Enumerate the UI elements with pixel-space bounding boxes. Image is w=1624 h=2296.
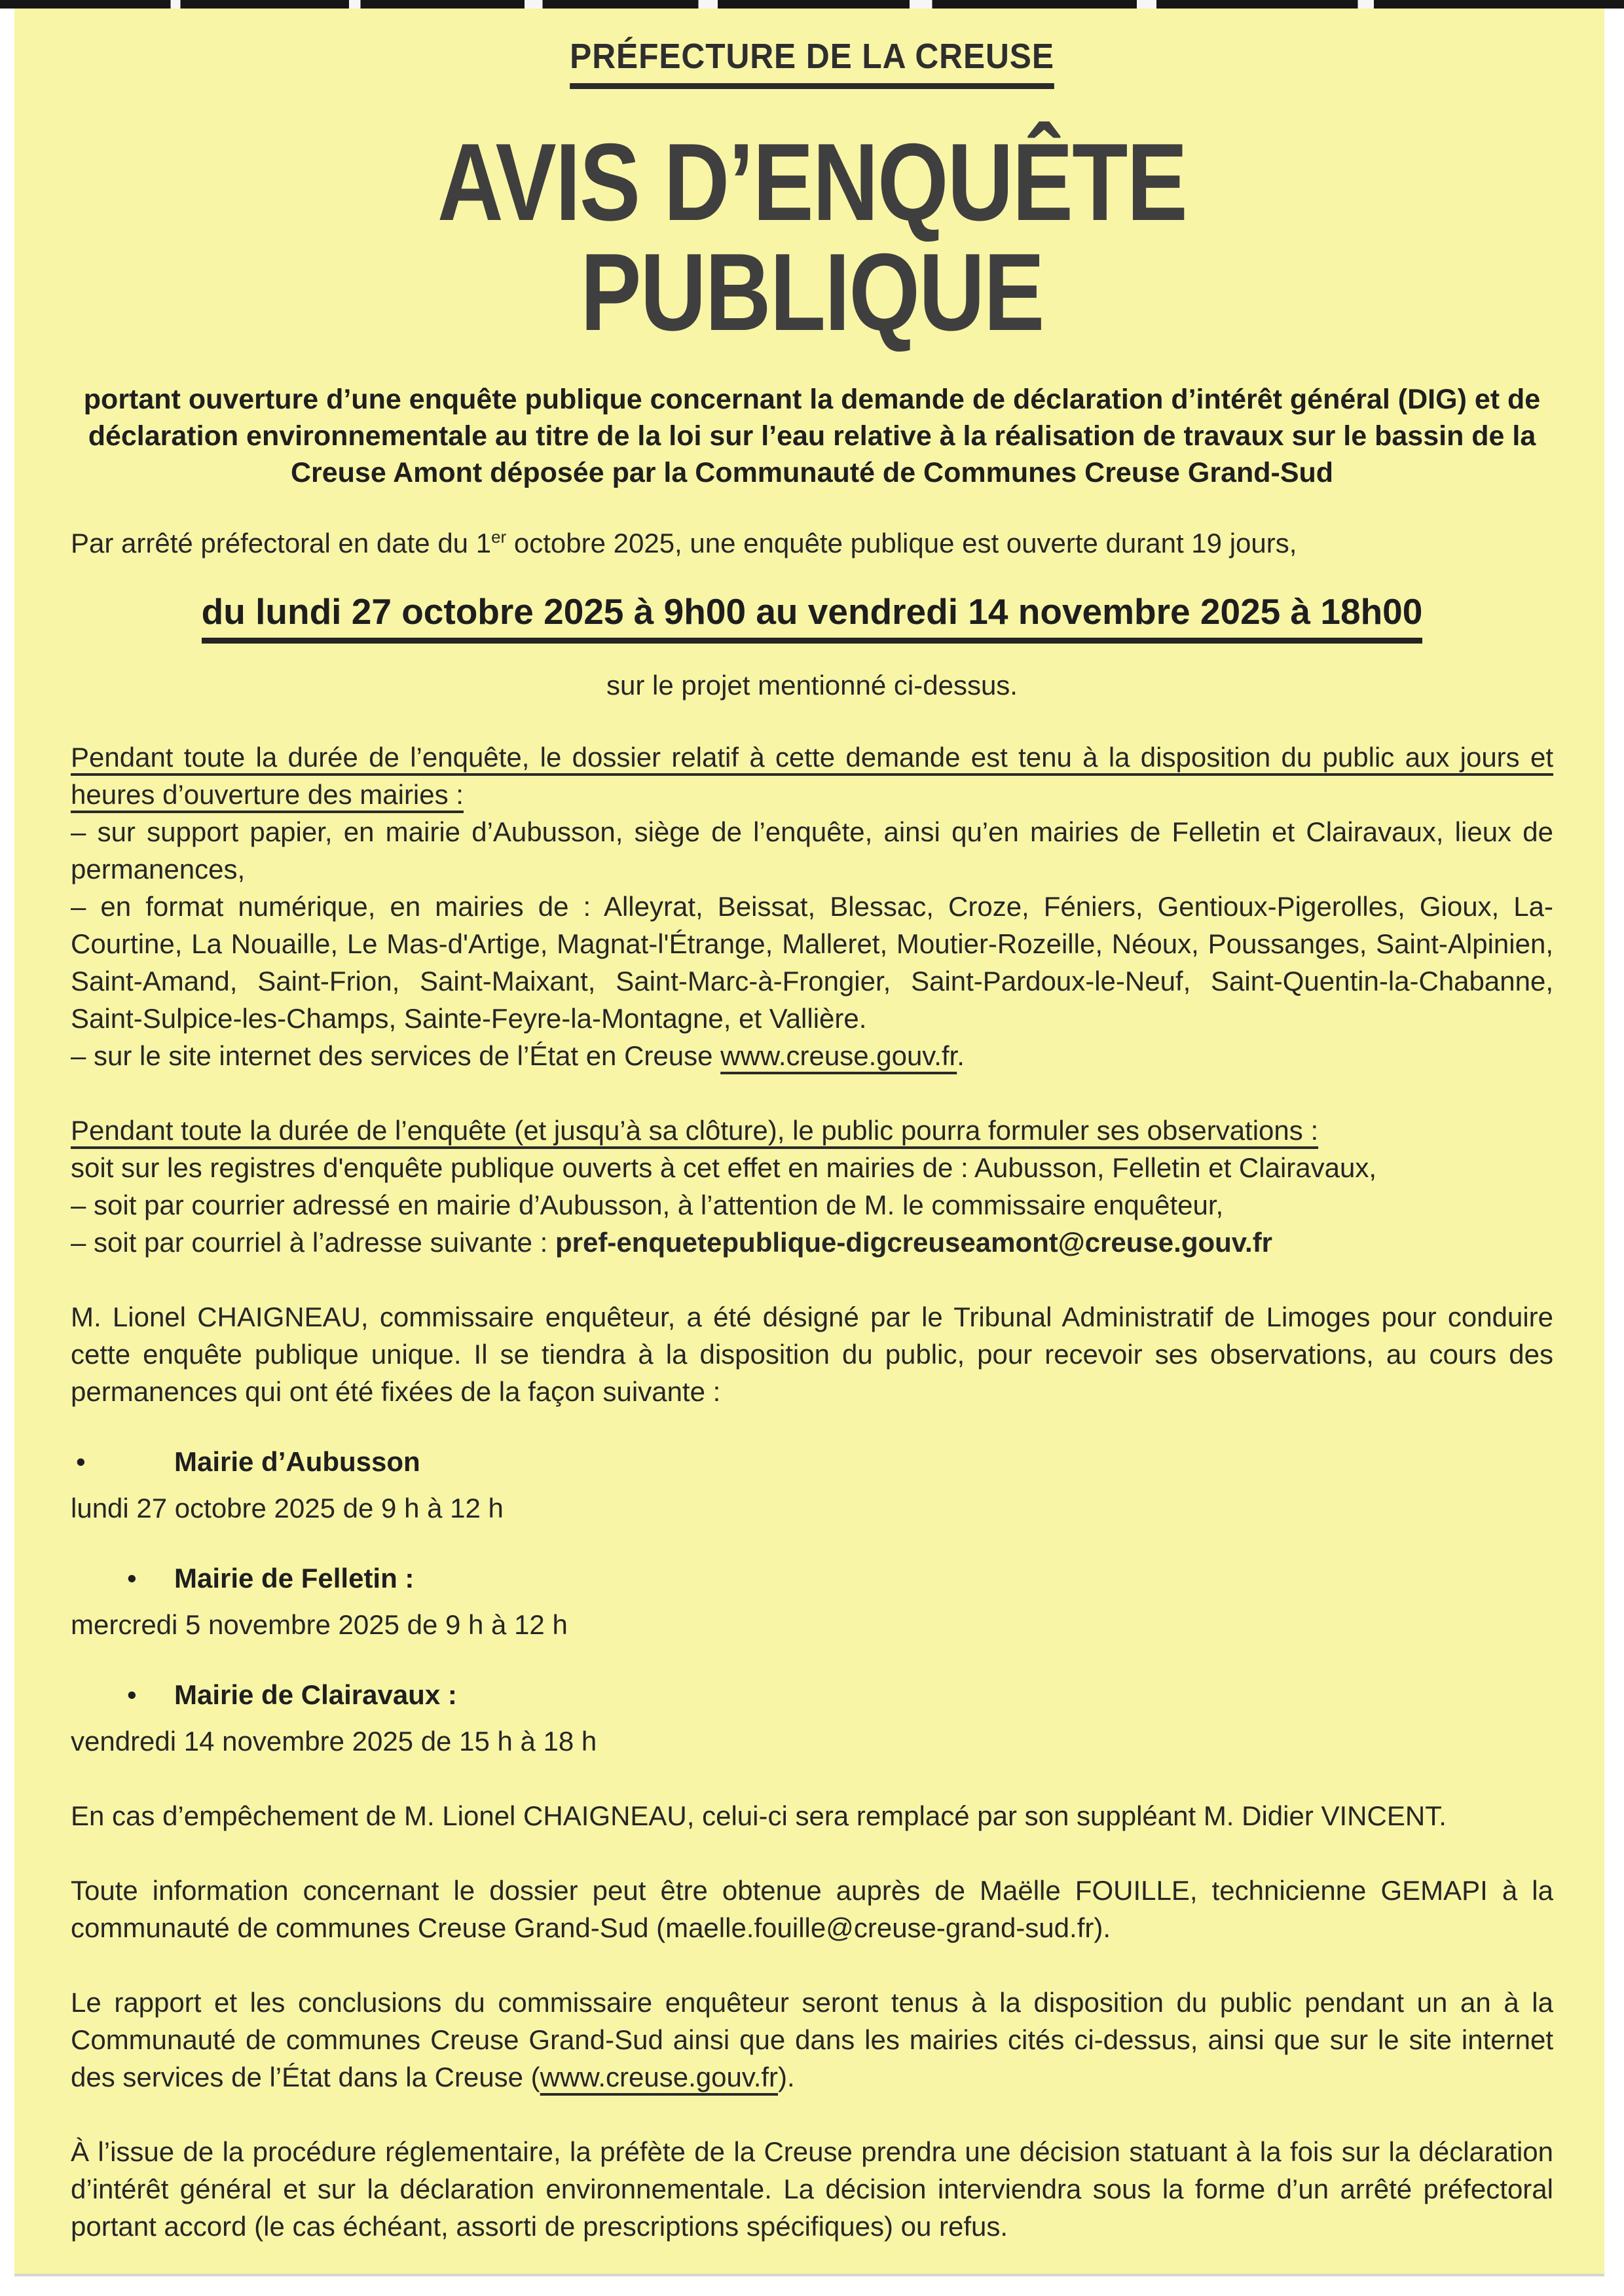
decision-paragraph: À l’issue de la procédure réglementaire, la préfète de la Creuse prendra une décision statuant à la fois sur la déclaration d’intérêt général et sur la déclaration environnementale. La décision interviendra sous la forme d’un arrêté préfectoral portant accord (le cas échéant, assorti de prescriptions spécifiques) ou refus. [71, 2136, 1553, 2242]
contact-paragraph: Toute information concernant le dossier peut être obtenue auprès de Maëlle FOUILLE, technicienne GEMAPI à la communauté de communes Creuse Grand-Sud (maelle.fouille@creuse-grand-sud.fr). [71, 1875, 1553, 1943]
arrete-line [71, 525, 1553, 562]
dossier-item-paper: – sur support papier, en mairie d’Aubusson, siège de l’enquête, ainsi qu’en mairies de Felletin et Clairavaux, lieux de permanences, [71, 816, 1553, 884]
public-notice-sheet [14, 9, 1604, 2274]
website-link: www.creuse.gouv.fr [720, 1040, 957, 1071]
commissioner-paragraph: M. Lionel CHAIGNEAU, commissaire enquêteur, a été désigné par le Tribunal Administratif de Limoges pour conduire cette enquête publique unique. Il se tiendra à la disposition du public, pour recevoir ses observations, au cours des permanences qui ont été fixées de la façon suivante : [71, 1302, 1553, 1407]
substitute-paragraph: En cas d’empêchement de M. Lionel CHAIGNEAU, celui-ci sera remplacé par son suppléant M. Didier VINCENT. [71, 1800, 1447, 1831]
email-address: pref-enquetepublique-digcreuseamont@creuse.gouv.fr [555, 1227, 1273, 1258]
permanence-clairavaux-title [71, 1676, 1553, 1713]
observations-item-courrier: – soit par courrier adressé en mairie d’Aubusson, à l’attention de M. le commissaire enquêteur, [71, 1190, 1224, 1220]
permanence-felletin-name: Mairie de Felletin : [174, 1563, 415, 1594]
bullet-icon: • [76, 1446, 86, 1477]
page-title [71, 120, 1553, 354]
permanence-felletin [71, 1559, 1553, 1643]
dossier-item-website [71, 1037, 1553, 1074]
prefecture-heading-text: PRÉFECTURE DE LA CREUSE [570, 36, 1054, 89]
report-paragraph [71, 1984, 1553, 2096]
bullet-icon: • [127, 1679, 137, 1710]
prefecture-heading [71, 36, 1553, 89]
ordinal-superscript: er [491, 527, 507, 547]
website-line-text: – sur le site internet des services de l’État en Creuse [71, 1040, 721, 1071]
observations-lead-text: Pendant toute la durée de l’enquête (et jusqu’à sa clôture), le public pourra formuler ses observations : [71, 1115, 1319, 1146]
permanence-clairavaux-name: Mairie de Clairavaux : [174, 1679, 457, 1710]
dossier-availability-lead [71, 738, 1553, 813]
permanence-felletin-date: mercredi 5 novembre 2025 de 9 h à 12 h [71, 1609, 568, 1640]
report-text-prefix: Le rapport et les conclusions du commissaire enquêteur seront tenus à la disposition du public pendant un an à la Communauté de communes Creuse Grand-Sud ainsi que dans les mairies cités ci-dessus, ainsi que sur le site internet des services de l’État dans la Creuse ( [71, 1987, 1553, 2092]
arrete-text-prefix: Par arrêté préfectoral en date du 1 [71, 528, 492, 558]
page-title-text: AVIS D’ENQUÊTE PUBLIQUE [437, 120, 1187, 354]
website-link-2: www.creuse.gouv.fr [540, 2062, 779, 2092]
permanence-clairavaux [71, 1676, 1553, 1760]
dossier-item-digital-communes: – en format numérique, en mairies de : Alleyrat, Beissat, Blessac, Croze, Féniers, Gentioux-Pigerolles, Gioux, La-Courtine, La Nouaille, Le Mas-d'Artige, Magnat-l'Étrange, Malleret, Moutier-Rozeille, Néoux, Poussanges, Saint-Alpinien, Saint-Amand, Saint-Frion, Saint-Maixant, Saint-Marc-à-Frongier, Saint-Pardoux-le-Neuf, Saint-Quentin-la-Chabanne, Saint-Sulpice-les-Champs, Sainte-Feyre-la-Montagne, et Vallière. [71, 891, 1553, 1034]
permanence-felletin-title [71, 1559, 1553, 1597]
courriel-line-text: – soit par courriel à l’adresse suivante : [71, 1227, 556, 1258]
arrete-text-suffix: octobre 2025, une enquête publique est ouverte durant 19 jours, [506, 528, 1297, 558]
dossier-availability-lead-text: Pendant toute la durée de l’enquête, le dossier relatif à cette demande est tenu à la disposition du public aux jours et heures d’ouverture des mairies : [71, 742, 1553, 810]
notice-subtitle: portant ouverture d’une enquête publique concernant la demande de déclaration d’intérêt général (DIG) et de déclaration environnementale au titre de la loi sur l’eau relative à la réalisation de travaux sur le bassin de la Creuse Amont déposée par la Communauté de Communes Creuse Grand-Sud [83, 384, 1541, 488]
website-line-period: . [957, 1040, 965, 1071]
permanence-aubusson-date: lundi 27 octobre 2025 de 9 h à 12 h [71, 1493, 504, 1523]
observations-item-courriel [71, 1224, 1553, 1261]
permanence-aubusson [71, 1443, 1553, 1527]
project-reference-line: sur le projet mentionné ci-dessus. [606, 670, 1018, 701]
enquiry-period-line [71, 591, 1553, 644]
bullet-icon: • [127, 1563, 137, 1594]
permanence-aubusson-title [71, 1443, 1553, 1480]
report-text-suffix: ). [778, 2062, 795, 2092]
scan-top-edge-artifact [0, 0, 1624, 9]
observations-item-registers: soit sur les registres d'enquête publique ouverts à cet effet en mairies de : Aubusson, Felletin et Clairavaux, [71, 1152, 1377, 1183]
permanence-aubusson-name: Mairie d’Aubusson [174, 1446, 420, 1477]
permanence-clairavaux-date: vendredi 14 novembre 2025 de 15 h à 18 h [71, 1726, 597, 1757]
enquiry-period-text: du lundi 27 octobre 2025 à 9h00 au vendredi 14 novembre 2025 à 18h00 [202, 591, 1423, 644]
observations-lead [71, 1112, 1553, 1149]
